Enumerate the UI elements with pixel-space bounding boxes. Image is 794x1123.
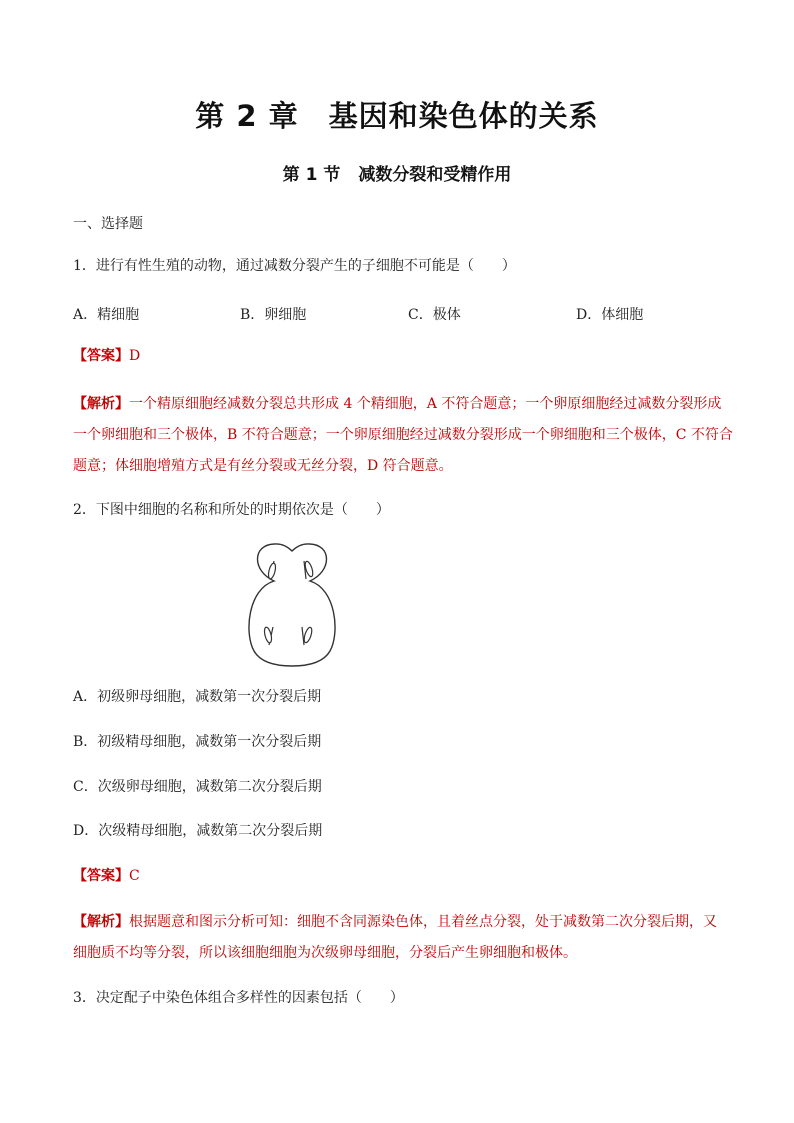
q2-answer	[73, 861, 733, 892]
section-name: 减数分裂和受精作用	[358, 165, 512, 185]
q1-analysis-line-2: 一个卵细胞和三个极体，B 不符合题意；一个卵原细胞经过减数分裂形成一个卵细胞和三个极体，C 不符合	[73, 427, 733, 443]
q1-option-a: A．精细胞	[73, 307, 140, 323]
section-number: 第 1 节	[282, 165, 341, 185]
q1-option-c: C．极体	[408, 307, 461, 323]
cell-division-figure	[244, 541, 340, 667]
chapter-name: 基因和染色体的关系	[328, 99, 599, 133]
chapter-number: 第 2 章	[195, 99, 299, 133]
q1-analysis-label: 【解析】	[73, 396, 129, 412]
q2-answer-label: 【答案】	[73, 868, 129, 884]
question-2-stem: 2．下图中细胞的名称和所处的时期依次是（ ）	[73, 502, 390, 518]
q2-option-d: D．次级精母细胞，减数第二次分裂后期	[73, 823, 323, 839]
q1-answer	[73, 341, 733, 372]
q2-analysis-line-2: 细胞质不均等分裂，所以该细胞细胞为次级卵母细胞，分裂后产生卵细胞和极体。	[73, 945, 577, 961]
q1-option-b: B．卵细胞	[240, 307, 307, 323]
q1-option-d: D．体细胞	[576, 307, 644, 323]
question-3-stem: 3．决定配子中染色体组合多样性的因素包括（ ）	[73, 990, 404, 1006]
q2-analysis-label: 【解析】	[73, 914, 129, 930]
q1-answer-value: D	[129, 348, 141, 364]
q2-analysis-line-1: 【解析】根据题意和图示分析可知：细胞不含同源染色体，且着丝点分裂，处于减数第二次分裂后期，又	[73, 914, 717, 930]
q1-answer-label: 【答案】	[73, 348, 129, 364]
chapter-title	[0, 94, 794, 135]
q2-option-a: A．初级卵母细胞，减数第一次分裂后期	[73, 689, 322, 705]
section-heading: 一、选择题	[73, 216, 143, 232]
question-1-stem: 1．进行有性生殖的动物，通过减数分裂产生的子细胞不可能是（ ）	[73, 258, 516, 274]
q1-analysis-line-3: 题意；体细胞增殖方式是有丝分裂或无丝分裂，D 符合题意。	[73, 458, 453, 474]
q1-analysis-line-1: 【解析】一个精原细胞经减数分裂总共形成 4 个精细胞，A 不符合题意；一个卵原细胞经过减数分裂形成	[73, 396, 722, 412]
section-title	[0, 160, 794, 185]
cell-outline	[249, 544, 335, 666]
q2-answer-value: C	[129, 868, 140, 884]
q2-option-c: C．次级卵母细胞，减数第二次分裂后期	[73, 779, 322, 795]
q2-option-b: B．初级精母细胞，减数第一次分裂后期	[73, 734, 322, 750]
